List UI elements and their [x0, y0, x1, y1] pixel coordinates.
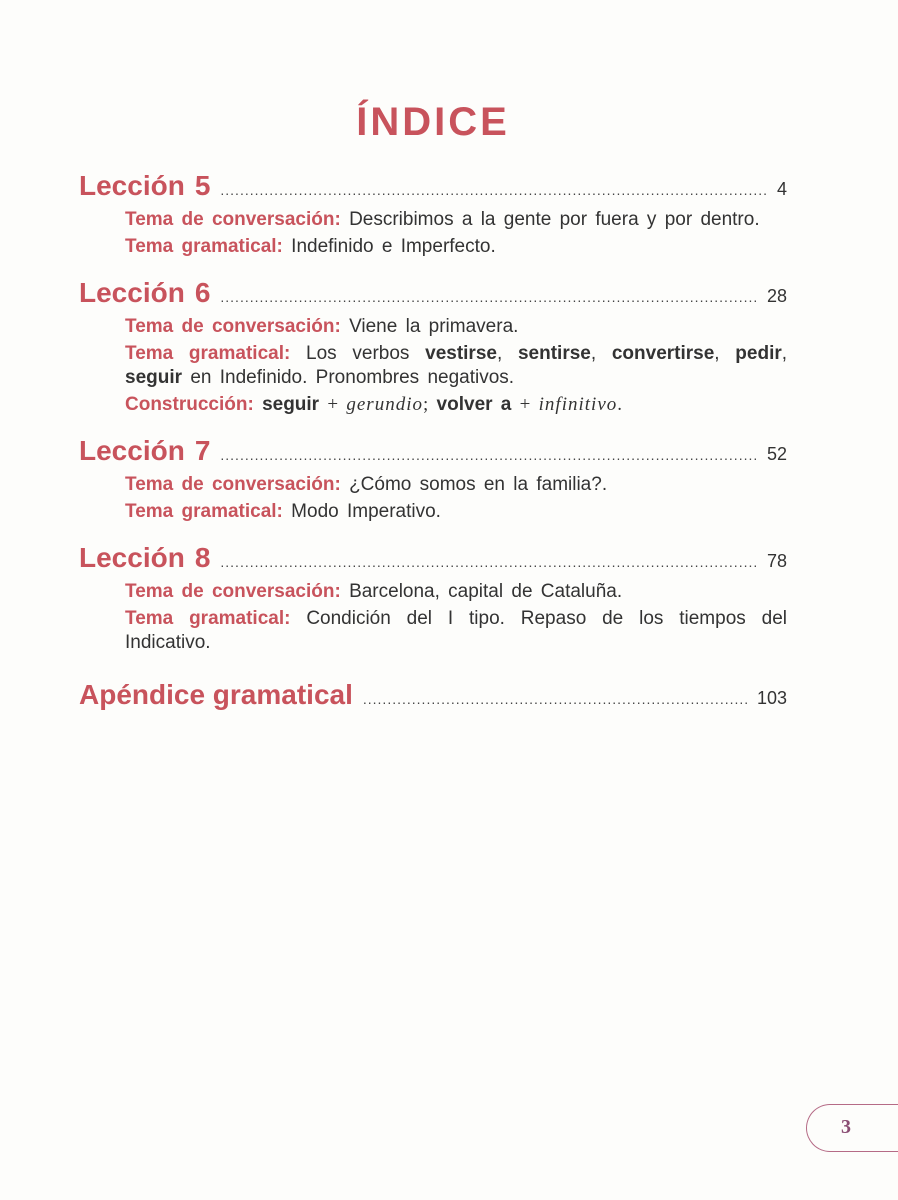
grammar-text: Modo Imperativo.: [291, 501, 441, 522]
grammar-text: Indefinido e Imperfecto.: [291, 236, 496, 257]
construction-label: Construcción:: [125, 394, 254, 415]
conversation-label: Tema de conversación:: [125, 316, 341, 337]
lesson-6: [79, 275, 787, 417]
lesson-7-conversation-topic: [125, 473, 787, 497]
grammar-label: Tema gramatical:: [125, 608, 291, 629]
grammar-text: Los verbos: [306, 343, 410, 364]
lesson-5-conversation-topic: [125, 208, 787, 232]
conversation-text: Barcelona, capital de Cataluña.: [349, 581, 623, 602]
conversation-label: Tema de conversación:: [125, 209, 341, 230]
lesson-6-title: Lección 6: [79, 277, 211, 308]
verb-sentirse: sentirse: [517, 343, 591, 364]
page-number-tab: [806, 1104, 898, 1152]
conversation-label: Tema de conversación:: [125, 474, 341, 495]
lesson-8-grammar-topic: [125, 607, 787, 655]
lesson-8-heading[interactable]: [79, 540, 787, 576]
construction-gerundio: gerundio: [346, 394, 423, 415]
dot-leader: [220, 554, 759, 570]
grammar-label: Tema gramatical:: [125, 501, 283, 522]
verb-seguir: seguir: [125, 367, 183, 388]
lesson-7: [79, 433, 787, 524]
lesson-6-details: [79, 315, 787, 417]
lesson-8-conversation-topic: [125, 580, 787, 604]
appendix-page-number: 103: [756, 688, 787, 708]
verb-convertirse: convertirse: [611, 343, 715, 364]
construction-seguir: seguir: [262, 394, 320, 415]
table-of-contents: [79, 168, 787, 729]
grammar-label: Tema gramatical:: [125, 343, 291, 364]
lesson-8: [79, 540, 787, 655]
lesson-7-page-number: 52: [766, 444, 787, 464]
dot-leader: [220, 447, 759, 463]
lesson-5-page-number: 4: [776, 179, 787, 199]
lesson-7-grammar-topic: [125, 500, 787, 524]
lesson-7-title: Lección 7: [79, 435, 211, 466]
lesson-6-conversation-topic: [125, 315, 787, 339]
page-number: 3: [841, 1116, 851, 1138]
construction-volver-a: volver a: [436, 394, 512, 415]
conversation-text: ¿Cómo somos en la familia?.: [349, 474, 608, 495]
lesson-8-page-number: 78: [766, 551, 787, 571]
grammar-label: Tema gramatical:: [125, 236, 283, 257]
dot-leader: [220, 289, 759, 305]
verb-pedir: pedir: [735, 343, 782, 364]
lesson-8-title: Lección 8: [79, 542, 211, 573]
lesson-6-construction: Construcción: seguir + gerundio; volver a + infinitivo.: [125, 394, 623, 415]
lesson-6-heading[interactable]: [79, 275, 787, 311]
dot-leader: [363, 691, 749, 707]
grammar-text: Condición del I tipo. Repaso de los tiempos del Indicativo.: [125, 608, 787, 653]
lesson-6-grammar-topic: Tema gramatical: Los verbos vestirse, sentirse, convertirse, pedir, seguir en Indefinido. Pronombres negativos.: [125, 343, 788, 388]
lesson-5-heading[interactable]: [79, 168, 787, 204]
appendix: [79, 677, 787, 713]
lesson-5-grammar-topic: [125, 235, 787, 259]
page-title: ÍNDICE: [356, 100, 510, 144]
verb-vestirse: vestirse: [425, 343, 497, 364]
lesson-5-details: [79, 208, 787, 259]
lesson-5-title: Lección 5: [79, 170, 211, 201]
lesson-7-details: [79, 473, 787, 524]
grammar-text-end: en Indefinido. Pronombres negativos.: [190, 367, 515, 388]
conversation-text: Viene la primavera.: [349, 316, 519, 337]
lesson-5: [79, 168, 787, 259]
appendix-title: Apéndice gramatical: [79, 679, 353, 710]
appendix-heading[interactable]: [79, 677, 787, 713]
lesson-7-heading[interactable]: [79, 433, 787, 469]
dot-leader: [220, 182, 769, 198]
conversation-label: Tema de conversación:: [125, 581, 341, 602]
construction-infinitivo: infinitivo: [538, 394, 618, 415]
conversation-text: Describimos a la gente por fuera y por dentro.: [349, 209, 760, 230]
lesson-8-details: [79, 580, 787, 655]
lesson-6-page-number: 28: [766, 286, 787, 306]
